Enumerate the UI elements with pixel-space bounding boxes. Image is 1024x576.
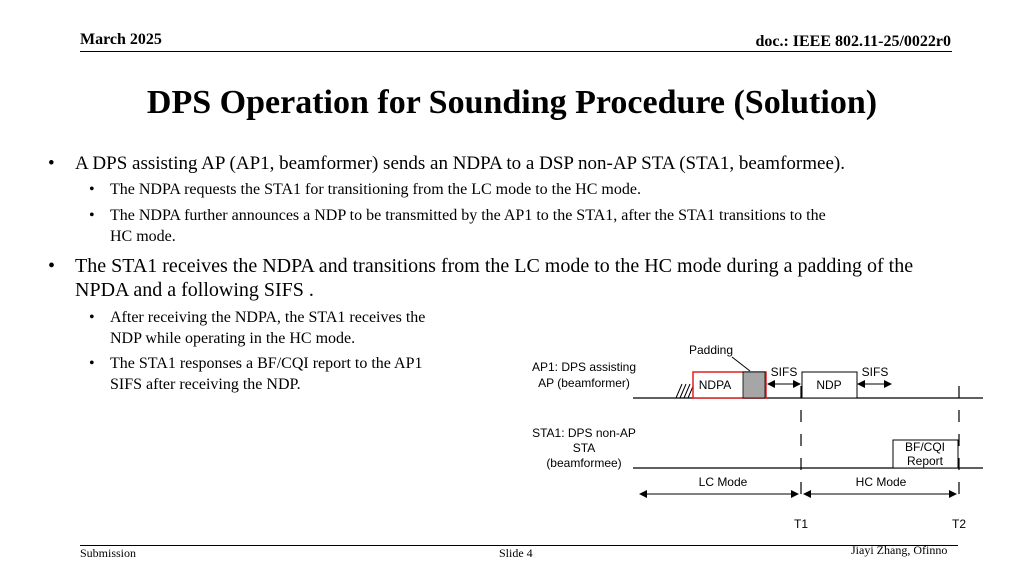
report-label-line2: Report xyxy=(906,454,944,468)
padding-pointer xyxy=(732,357,750,371)
sta1-label-line3: (beamformee) xyxy=(546,456,622,470)
bullet-1-2-line1: The NDPA further announces a NDP to be transmitted by the AP1 to the STA1, after the STA1 transitions to the xyxy=(110,207,826,224)
footer-slide-number: Slide 4 xyxy=(499,546,533,560)
bullet-1-1: The NDPA requests the STA1 for transitioning from the LC mode to the HC mode. xyxy=(110,181,641,198)
sifs-label-2: SIFS xyxy=(861,365,889,379)
sta1-label-line2: STA xyxy=(572,441,596,455)
header-doc-id: doc.: IEEE 802.11-25/0022r0 xyxy=(755,33,951,50)
bullet-2-2-line1: The STA1 responses a BF/CQI report to the AP1 xyxy=(110,355,423,372)
bullet-dot: • xyxy=(48,255,56,277)
ndpa-label: NDPA xyxy=(698,378,732,392)
ndp-label: NDP xyxy=(816,378,842,392)
ap1-label-line1: AP1: DPS assisting xyxy=(531,360,637,374)
bullet-1-2-line2: HC mode. xyxy=(110,228,176,245)
footer-author: Jiayi Zhang, Ofinno xyxy=(851,543,948,557)
ap1-label-line2: AP (beamformer) xyxy=(538,376,630,390)
padding-block xyxy=(743,372,765,398)
header-date: March 2025 xyxy=(80,31,162,48)
bullet-2-1-line2: NDP while operating in the HC mode. xyxy=(110,330,356,347)
footer-submission: Submission xyxy=(80,546,137,560)
padding-label: Padding xyxy=(688,343,734,357)
slide-title: DPS Operation for Sounding Procedure (Solution) xyxy=(146,84,878,121)
bullet-dot: • xyxy=(89,355,95,372)
t2-label: T2 xyxy=(951,517,967,531)
bullet-2-line2: NPDA and a following SIFS . xyxy=(75,279,314,301)
t1-label: T1 xyxy=(793,517,809,531)
bullet-2-2-line2: SIFS after receiving the NDP. xyxy=(110,376,301,393)
bullet-dot: • xyxy=(89,309,95,326)
bullet-1: A DPS assisting AP (AP1, beamformer) sends an NDPA to a DSP non-AP STA (STA1, beamformee). xyxy=(75,153,845,174)
sta1-label-line1: STA1: DPS non-AP xyxy=(532,426,636,440)
bullet-dot: • xyxy=(89,207,95,224)
hatch-marks xyxy=(676,384,694,398)
sifs-label-1: SIFS xyxy=(770,365,798,379)
bullet-dot: • xyxy=(89,181,95,198)
report-label-line1: BF/CQI xyxy=(904,440,946,454)
lc-mode-label: LC Mode xyxy=(698,475,748,489)
bullet-dot: • xyxy=(48,153,55,174)
bullet-2-1-line1: After receiving the NDPA, the STA1 receives the xyxy=(110,309,426,326)
bullet-2-line1: The STA1 receives the NDPA and transitions from the LC mode to the HC mode during a padding of the xyxy=(75,255,914,277)
hc-mode-label: HC Mode xyxy=(855,475,907,489)
